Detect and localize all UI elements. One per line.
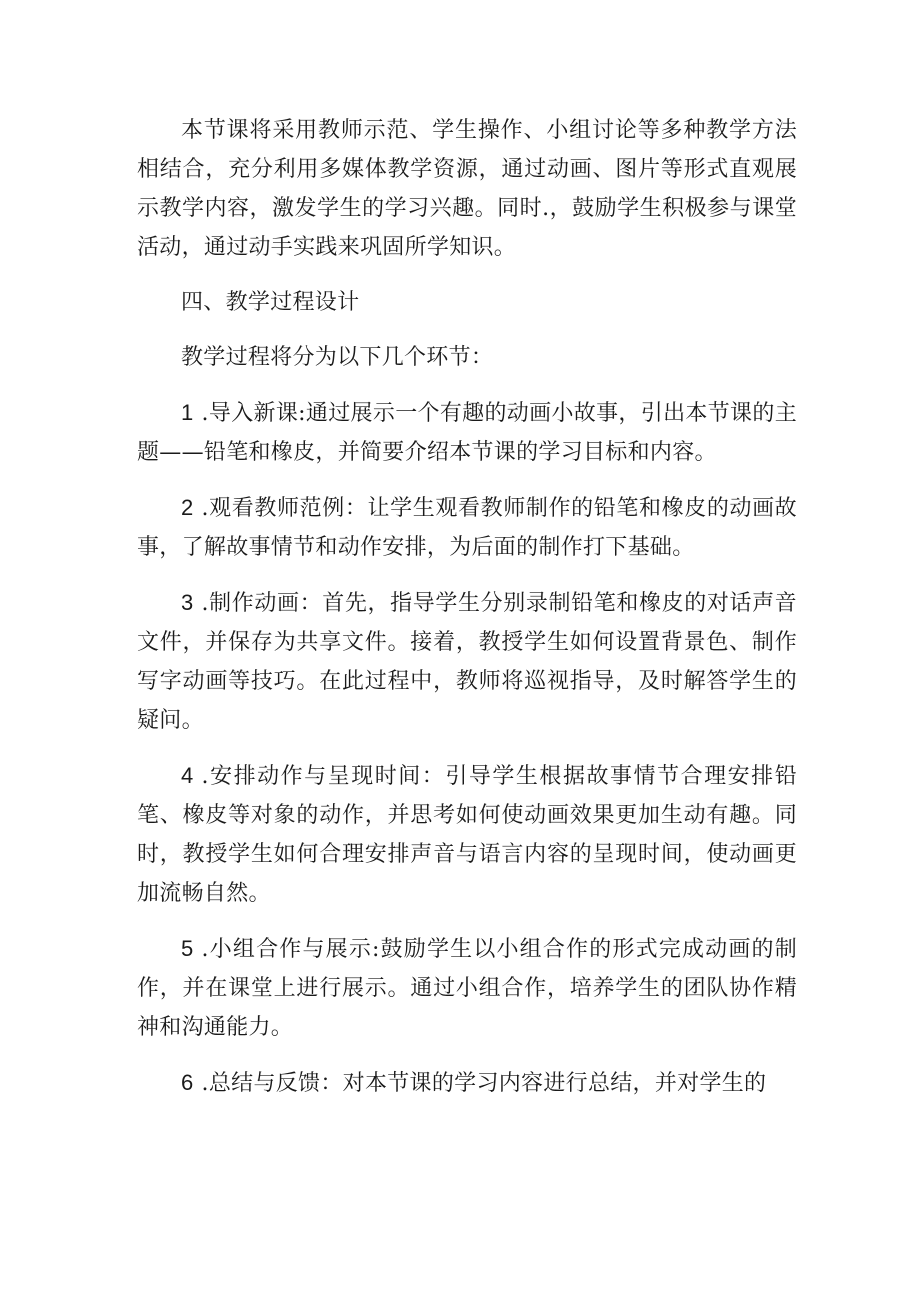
list-number: 3 [181,590,194,615]
heading-text: 四、教学过程设计 [181,290,360,315]
document-body [137,111,797,1119]
paragraph-process-intro [137,338,797,377]
section-heading-teaching-process [137,283,797,322]
list-item-text: .观看教师范例：让学生观看教师制作的铅笔和橡皮的动画故事，了解故事情节和动作安排，为后面的制作打下基础。 [137,496,797,560]
list-number: 6 [181,1070,194,1095]
list-number: 2 [181,495,194,520]
paragraph-teaching-methods [137,111,797,267]
list-item-text: .安排动作与呈现时间：引导学生根据故事情节合理安排铅笔、橡皮等对象的动作，并思考如何使动画效果更加生动有趣。同时，教授学生如何合理安排声音与语言内容的呈现时间，使动画更加流畅自然。 [137,764,797,906]
list-item-text: .总结与反馈：对本节课的学习内容进行总结，并对学生的 [201,1071,767,1096]
list-number: 5 [181,936,194,961]
list-item-text: .导入新课:通过展示一个有趣的动画小故事，引出本节课的主题——铅笔和橡皮，并简要介绍本节课的学习目标和内容。 [137,401,797,465]
list-item-step-3 [137,583,797,740]
list-item-text: .制作动画：首先，指导学生分别录制铅笔和橡皮的对话声音文件，并保存为共享文件。接着，教授学生如何设置背景色、制作写字动画等技巧。在此过程中，教师将巡视指导，及时解答学生的疑问。 [137,591,797,733]
list-number: 1 [181,400,194,425]
list-item-step-2 [137,488,797,567]
list-number: 4 [181,763,194,788]
paragraph-text: 本节课将采用教师示范、学生操作、小组讨论等多种教学方法相结合，充分利用多媒体教学资源，通过动画、图片等形式直观展示教学内容，激发学生的学习兴趣。同时.，鼓励学生积极参与课堂活动，通过动手实践来巩固所学知识。 [137,118,797,260]
paragraph-text: 教学过程将分为以下几个环节： [181,345,494,370]
list-item-step-1 [137,393,797,472]
list-item-step-6 [137,1063,797,1103]
list-item-text: .小组合作与展示:鼓励学生以小组合作的形式完成动画的制作，并在课堂上进行展示。通过小组合作，培养学生的团队协作精神和沟通能力。 [137,937,797,1040]
list-item-step-4 [137,756,797,913]
list-item-step-5 [137,929,797,1047]
